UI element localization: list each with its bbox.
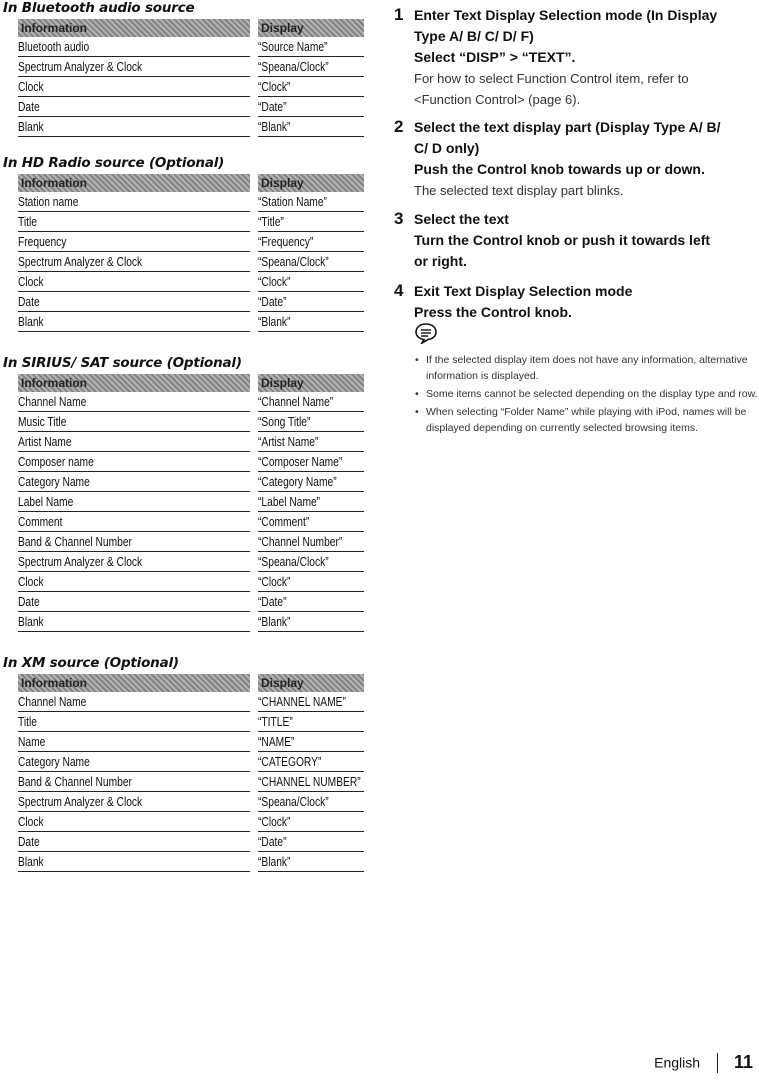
display-text: “Blank” (258, 315, 291, 329)
display-cell (258, 232, 364, 252)
info-text: Frequency (18, 235, 67, 249)
info-cell (18, 292, 250, 312)
info-cell (18, 712, 250, 732)
step-number: 1 (394, 5, 404, 24)
table-row (18, 532, 364, 552)
table-header (18, 674, 364, 692)
table-row (18, 432, 364, 452)
step-number: 3 (394, 209, 404, 228)
info-cell (18, 392, 250, 412)
info-text: Spectrum Analyzer & Clock (18, 255, 143, 269)
table-row (18, 212, 364, 232)
info-text: Title (18, 215, 37, 229)
footer-divider (717, 1053, 718, 1073)
section-title: In SIRIUS/ SAT source (Optional) (3, 355, 242, 371)
step-instruction: Enter Text Display Selection mode (In Display (414, 7, 718, 23)
step-instruction: Select “DISP” > “TEXT”. (414, 49, 576, 65)
info-text: Blank (18, 855, 44, 869)
step-number: 2 (394, 117, 404, 136)
display-text: “Date” (258, 595, 287, 609)
info-text: Blank (18, 315, 44, 329)
info-cell (18, 492, 250, 512)
info-text: Band & Channel Number (18, 775, 132, 789)
header-display: Display (258, 674, 364, 692)
step-body (414, 117, 759, 201)
info-text: Title (18, 715, 37, 729)
info-cell (18, 37, 250, 57)
display-cell (258, 452, 364, 472)
info-cell (18, 552, 250, 572)
info-cell (18, 612, 250, 632)
table-row (18, 592, 364, 612)
display-cell (258, 592, 364, 612)
display-text: “Blank” (258, 855, 291, 869)
table-row (18, 692, 364, 712)
table-row (18, 77, 364, 97)
table-row (18, 312, 364, 332)
step-instruction: Type A/ B/ C/ D/ F) (414, 28, 534, 44)
display-cell (258, 812, 364, 832)
info-text: Category Name (18, 475, 90, 489)
notes-list (414, 352, 759, 438)
display-text: “Song Title” (258, 415, 311, 429)
table-row (18, 57, 364, 77)
info-cell (18, 97, 250, 117)
display-cell (258, 752, 364, 772)
step-instruction: Select the text (414, 211, 509, 227)
display-cell (258, 532, 364, 552)
display-cell (258, 772, 364, 792)
table-row (18, 97, 364, 117)
display-table (18, 374, 364, 632)
table-row (18, 812, 364, 832)
display-text: “Composer Name” (258, 455, 343, 469)
table-row (18, 712, 364, 732)
table-header (18, 19, 364, 37)
section-title: In XM source (Optional) (3, 655, 179, 671)
info-cell (18, 192, 250, 212)
info-text: Music Title (18, 415, 67, 429)
display-text: “Speana/Clock” (258, 555, 329, 569)
note-item: • If the selected display item does not have any information, alternative information is displayed. (414, 352, 759, 384)
display-text: “Clock” (258, 80, 291, 94)
display-text: “Label Name” (258, 495, 321, 509)
display-cell (258, 37, 364, 57)
display-cell (258, 252, 364, 272)
info-text: Name (18, 735, 46, 749)
step-body (414, 209, 759, 272)
display-text: “NAME” (258, 735, 295, 749)
display-text: “Speana/Clock” (258, 255, 329, 269)
table-row (18, 772, 364, 792)
table-row (18, 552, 364, 572)
header-display: Display (258, 174, 364, 192)
display-text: “Speana/Clock” (258, 60, 329, 74)
table-row (18, 612, 364, 632)
table-row (18, 572, 364, 592)
display-text: “CHANNEL NUMBER” (258, 775, 361, 789)
info-cell (18, 412, 250, 432)
display-cell (258, 412, 364, 432)
display-text: “Frequency” (258, 235, 314, 249)
info-text: Station name (18, 195, 79, 209)
display-cell (258, 292, 364, 312)
display-cell (258, 97, 364, 117)
info-text: Clock (18, 275, 44, 289)
step-body (414, 5, 759, 110)
display-cell (258, 57, 364, 77)
table-row (18, 752, 364, 772)
display-text: “Clock” (258, 275, 291, 289)
step-instruction: Select the text display part (Display Type A/ B/ (414, 119, 721, 135)
display-text: “Blank” (258, 120, 291, 134)
display-cell (258, 117, 364, 137)
display-table (18, 674, 364, 872)
page-footer (654, 1052, 753, 1073)
display-text: “Station Name” (258, 195, 327, 209)
display-cell (258, 712, 364, 732)
table-row (18, 832, 364, 852)
display-text: “Speana/Clock” (258, 795, 329, 809)
info-text: Clock (18, 575, 44, 589)
table-header (18, 174, 364, 192)
info-text: Date (18, 100, 40, 114)
table-row (18, 292, 364, 312)
info-cell (18, 572, 250, 592)
display-text: “Channel Number” (258, 535, 343, 549)
display-cell (258, 492, 364, 512)
step-body (414, 281, 759, 323)
display-text: “Date” (258, 295, 287, 309)
note-icon (414, 322, 438, 349)
display-cell (258, 612, 364, 632)
info-text: Clock (18, 815, 44, 829)
step-instruction: Exit Text Display Selection mode (414, 283, 633, 299)
step-instruction: or right. (414, 253, 467, 269)
display-cell (258, 192, 364, 212)
display-text: “Date” (258, 100, 287, 114)
info-text: Clock (18, 80, 44, 94)
display-table (18, 19, 364, 137)
display-cell (258, 272, 364, 292)
step-description: <Function Control> (page 6). (414, 92, 581, 107)
info-text: Channel Name (18, 395, 87, 409)
display-text: “Clock” (258, 815, 291, 829)
header-information: Information (18, 674, 250, 692)
display-text: “CATEGORY” (258, 755, 322, 769)
info-cell (18, 117, 250, 137)
table-row (18, 792, 364, 812)
info-cell (18, 732, 250, 752)
info-cell (18, 432, 250, 452)
info-text: Blank (18, 120, 44, 134)
display-text: “Source Name” (258, 40, 328, 54)
display-text: “Title” (258, 215, 284, 229)
display-text: “Date” (258, 835, 287, 849)
step-number: 4 (394, 281, 404, 300)
table-row (18, 117, 364, 137)
info-cell (18, 772, 250, 792)
table-row (18, 452, 364, 472)
display-text: “Channel Name” (258, 395, 334, 409)
display-cell (258, 552, 364, 572)
table-header (18, 374, 364, 392)
display-text: “Blank” (258, 615, 291, 629)
info-text: Composer name (18, 455, 94, 469)
header-information: Information (18, 19, 250, 37)
display-cell (258, 512, 364, 532)
info-cell (18, 692, 250, 712)
display-cell (258, 212, 364, 232)
step-instruction: C/ D only) (414, 140, 480, 156)
display-cell (258, 832, 364, 852)
table-row (18, 412, 364, 432)
table-row (18, 392, 364, 412)
step-instruction: Press the Control knob. (414, 304, 572, 320)
info-cell (18, 532, 250, 552)
table-row (18, 192, 364, 212)
table-row (18, 252, 364, 272)
info-text: Band & Channel Number (18, 535, 132, 549)
display-cell (258, 692, 364, 712)
info-text: Bluetooth audio (18, 40, 90, 54)
header-information: Information (18, 374, 250, 392)
step-description: The selected text display part blinks. (414, 183, 624, 198)
display-cell (258, 792, 364, 812)
info-text: Spectrum Analyzer & Clock (18, 795, 143, 809)
display-text: “Comment” (258, 515, 310, 529)
note-item: • When selecting “Folder Name” while playing with iPod, names will be displayed depending on currently selected browsing items. (414, 404, 759, 436)
info-cell (18, 512, 250, 532)
info-text: Blank (18, 615, 44, 629)
info-cell (18, 212, 250, 232)
display-table (18, 174, 364, 332)
table-row (18, 272, 364, 292)
info-cell (18, 232, 250, 252)
info-text: Spectrum Analyzer & Clock (18, 555, 143, 569)
display-cell (258, 852, 364, 872)
info-text: Date (18, 295, 40, 309)
info-text: Channel Name (18, 695, 87, 709)
info-cell (18, 752, 250, 772)
section-title: In HD Radio source (Optional) (3, 155, 225, 171)
info-text: Date (18, 595, 40, 609)
display-text: “Artist Name” (258, 435, 319, 449)
info-cell (18, 832, 250, 852)
info-text: Label Name (18, 495, 74, 509)
display-cell (258, 572, 364, 592)
display-text: “TITLE” (258, 715, 293, 729)
table-row (18, 232, 364, 252)
step-instruction: Turn the Control knob or push it towards left (414, 232, 711, 248)
table-row (18, 492, 364, 512)
section-title: In Bluetooth audio source (3, 0, 195, 16)
header-display: Display (258, 374, 364, 392)
display-cell (258, 432, 364, 452)
info-text: Spectrum Analyzer & Clock (18, 60, 143, 74)
display-cell (258, 392, 364, 412)
info-cell (18, 472, 250, 492)
display-text: “Category Name” (258, 475, 337, 489)
table-row (18, 732, 364, 752)
table-row (18, 37, 364, 57)
display-cell (258, 77, 364, 97)
note-item: • Some items cannot be selected depending on the display type and row. (414, 386, 759, 402)
step-instruction: Push the Control knob towards up or down. (414, 161, 705, 177)
display-cell (258, 732, 364, 752)
info-text: Date (18, 835, 40, 849)
step-description: For how to select Function Control item, refer to (414, 71, 689, 86)
info-cell (18, 77, 250, 97)
info-cell (18, 792, 250, 812)
info-cell (18, 452, 250, 472)
info-text: Category Name (18, 755, 90, 769)
table-row (18, 472, 364, 492)
info-cell (18, 312, 250, 332)
header-information: Information (18, 174, 250, 192)
info-cell (18, 252, 250, 272)
display-cell (258, 312, 364, 332)
info-cell (18, 812, 250, 832)
header-display: Display (258, 19, 364, 37)
display-text: “CHANNEL NAME” (258, 695, 346, 709)
info-text: Artist Name (18, 435, 72, 449)
info-cell (18, 592, 250, 612)
info-text: Comment (18, 515, 63, 529)
info-cell (18, 57, 250, 77)
info-cell (18, 272, 250, 292)
info-cell (18, 852, 250, 872)
table-row (18, 852, 364, 872)
display-text: “Clock” (258, 575, 291, 589)
display-cell (258, 472, 364, 492)
table-row (18, 512, 364, 532)
footer-language: English (654, 1054, 701, 1071)
page-number: 11 (733, 1052, 753, 1072)
